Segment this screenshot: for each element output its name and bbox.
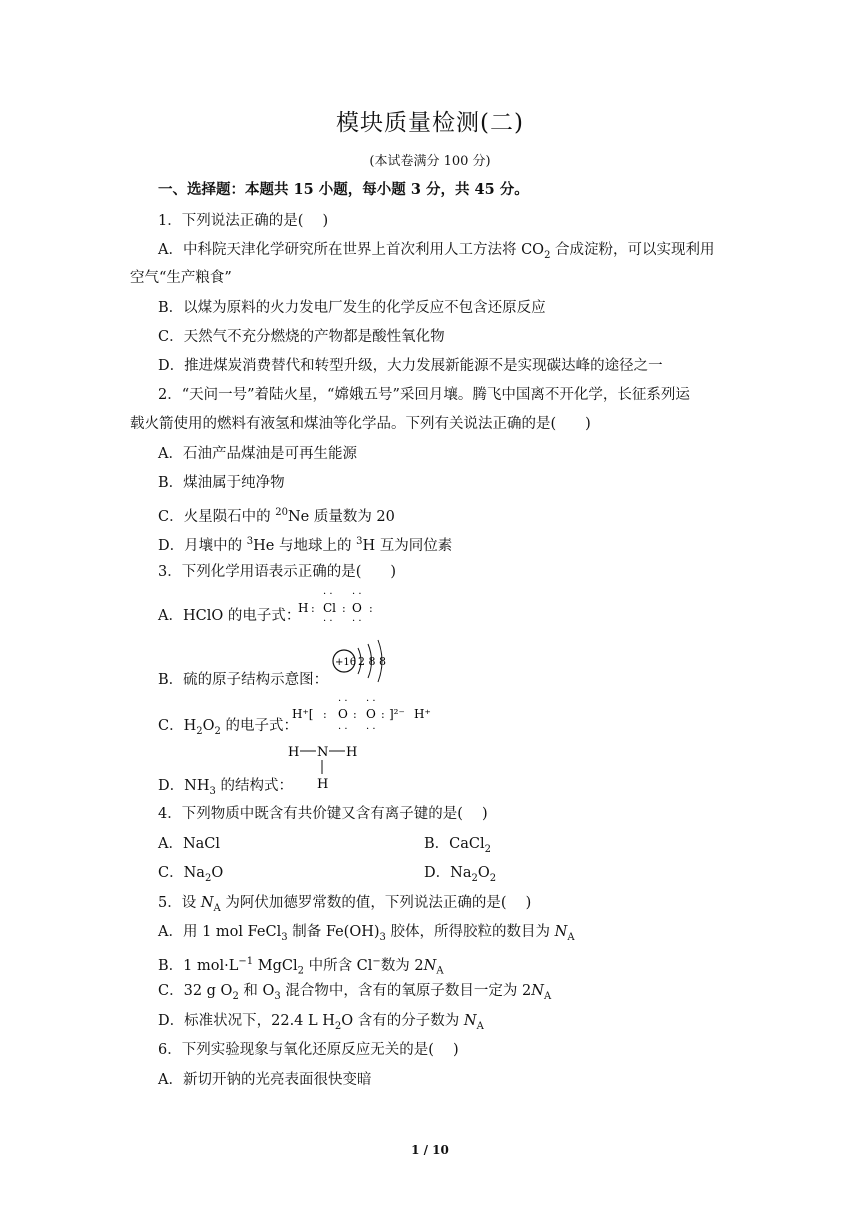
q1-option-c: C．天然气不充分燃烧的产物都是酸性氧化物: [158, 329, 445, 345]
svg-text::: :: [369, 602, 373, 615]
q1-stem: 1．下列说法正确的是( ): [158, 213, 329, 229]
svg-text:· ·: · ·: [323, 589, 333, 600]
q2-option-a: A．石油产品煤油是可再生能源: [158, 446, 357, 462]
svg-text::: :: [311, 602, 315, 615]
sulfur-nucleus: +16: [335, 657, 357, 668]
hclo-electron-formula: [296, 588, 386, 628]
hclo-o: O: [352, 601, 362, 615]
svg-text:· ·: · ·: [352, 589, 362, 600]
q6-option-a: A．新切开钠的光亮表面很快变暗: [158, 1072, 372, 1088]
q1-option-a: A．中科院天津化学研究所在世界上首次利用人工方法将 $CO_2$ 合成淀粉，可以实现利用: [158, 242, 715, 261]
svg-text:· ·: · ·: [366, 724, 376, 735]
h2o2-bracket: ]²⁻: [389, 707, 405, 721]
svg-text:· ·: · ·: [338, 724, 348, 735]
q3-option-b: B．硫的原子结构示意图：: [158, 672, 329, 688]
q4-option-b: B．CaCl$_2$: [424, 836, 492, 855]
page-subtitle: (本试卷满分 100 分): [369, 154, 491, 169]
svg-text:· ·: · ·: [366, 696, 376, 707]
svg-text:· ·: · ·: [338, 696, 348, 707]
svg-text:· ·: · ·: [323, 616, 333, 627]
q3-stem: 3．下列化学用语表示正确的是( ): [158, 564, 397, 580]
q4-stem: 4．下列物质中既含有共价键又含有离子键的是( ): [158, 806, 488, 822]
h2o2-h-right: H⁺: [414, 707, 431, 721]
q4-option-a: A．NaCl: [158, 836, 221, 852]
q1-option-b: B．以煤为原料的火力发电厂发生的化学反应不包含还原反应: [158, 300, 546, 316]
q4-option-c: C．$Na_2O$: [158, 865, 224, 884]
nh3-h-bottom: H: [317, 777, 329, 792]
section-heading: 一、选择题：本题共 15 小题，每小题 3 分，共 45 分。: [158, 181, 529, 198]
nh3-n: N: [317, 745, 329, 760]
q3-option-a: A．HClO 的电子式：: [158, 608, 301, 624]
q4-option-d: D．$Na_2O_2$: [424, 865, 497, 884]
q5-option-d: D．标准状况下，22.4 L $H_2O$ 含有的分子数为 $N_A$: [158, 1013, 484, 1032]
sulfur-atom-diagram: [330, 636, 394, 686]
q1-option-a-cont: 空气“生产粮食”: [130, 270, 232, 286]
svg-text::: :: [381, 708, 385, 721]
svg-text::: :: [353, 708, 357, 721]
svg-text::: :: [323, 708, 327, 721]
hclo-cl: Cl: [323, 601, 337, 615]
q2-option-d: D．月壤中的 $^3$He 与地球上的 $^3$H 互为同位素: [158, 536, 453, 554]
nh3-h-left: H: [288, 745, 300, 760]
nh3-h-right: H: [346, 745, 358, 760]
q1-option-d: D．推进煤炭消费替代和转型升级，大力发展新能源不是实现碳达峰的途径之一: [158, 358, 663, 374]
q5-option-a: A．用 1 mol FeCl$_3$ 制备 $Fe(OH)_3$ 胶体，所得胶粒的数目为 $N_A$: [158, 924, 575, 943]
h2o2-h-left: H⁺[: [292, 707, 314, 721]
q2-stem-2: 载火箭使用的燃料有液氢和煤油等化学品。下列有关说法正确的是( ): [130, 416, 591, 432]
h2o2-o1: O: [338, 707, 348, 721]
q2-option-b: B．煤油属于纯净物: [158, 475, 285, 491]
page-title: 模块质量检测(二): [336, 110, 524, 136]
svg-text:· ·: · ·: [352, 616, 362, 627]
q3-option-c: C．$H_2O_2$ 的电子式：: [158, 718, 298, 737]
q5-option-c: C．32 g $O_2$ 和 $O_3$ 混合物中，含有的氧原子数目一定为 $2N_A$: [158, 983, 552, 1002]
sulfur-shells: 2 8 8: [358, 655, 386, 668]
q2-stem-1: 2．“天问一号”着陆火星，“嫦娥五号”采回月壤。腾飞中国离不开化学，长征系列运: [158, 387, 690, 403]
svg-text::: :: [342, 602, 346, 615]
q5-stem: 5．设 $N_A$ 为阿伏加德罗常数的值，下列说法正确的是( ): [158, 895, 532, 914]
nh3-structural-formula: [286, 740, 366, 792]
q5-option-b: B．1 $mol\cdot L^{-1}$ MgCl$_2$ 中所含 Cl−数为 $2N_A$: [158, 956, 444, 977]
page-number: 1 / 10: [411, 1143, 449, 1157]
q3-option-d: D．$NH_3$ 的结构式：: [158, 778, 293, 797]
h2o2-electron-formula: [290, 696, 440, 736]
q6-stem: 6．下列实验现象与氧化还原反应无关的是( ): [158, 1042, 459, 1058]
q2-option-c: C．火星陨石中的 $^{20}$Ne 质量数为 20: [158, 507, 395, 525]
hclo-h: H: [298, 601, 309, 615]
h2o2-o2: O: [366, 707, 376, 721]
